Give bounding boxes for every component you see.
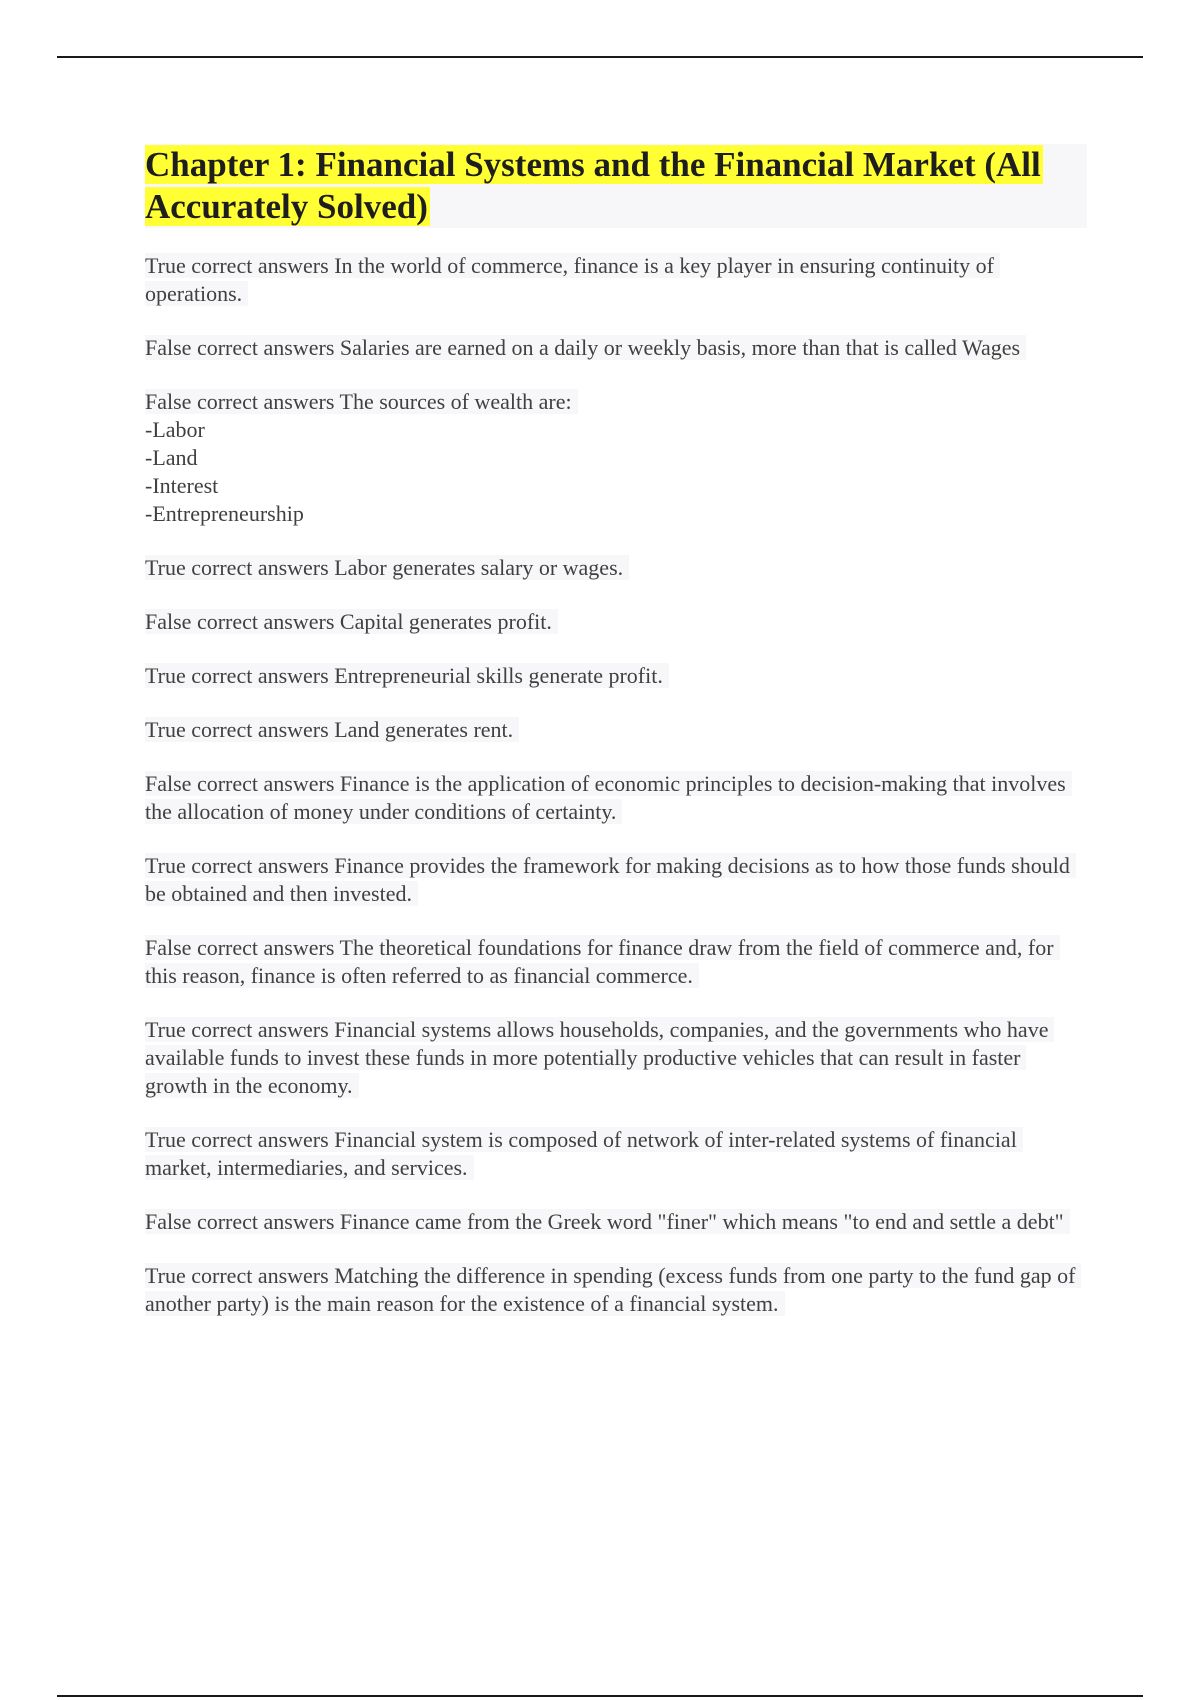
statement: The theoretical foundations for finance draw from the field of commerce and, for this reason, finance is often referred to as financial commerce. (145, 935, 1054, 988)
statement: Capital generates profit. (339, 609, 552, 634)
answer-label: correct answers (196, 771, 335, 796)
statement: Salaries are earned on a daily or weekly basis, more than that is called Wages (339, 335, 1021, 360)
qa-item-7 (145, 716, 1087, 744)
qa-item-8 (145, 770, 1087, 826)
statement: Matching the difference in spending (excess funds from one party to the fund gap of another party) is the main reason for the existence of a financial system. (145, 1263, 1076, 1316)
qa-item-3 (145, 388, 1087, 528)
qa-item-10 (145, 934, 1087, 990)
statement: Land generates rent. (334, 717, 514, 742)
answer: False (145, 771, 192, 796)
answer-label: correct answers (191, 555, 329, 580)
statement: The sources of wealth are: (339, 389, 572, 414)
list-item: -Land (145, 445, 198, 470)
list-item: -Interest (145, 473, 219, 498)
qa-item-14 (145, 1262, 1087, 1318)
answer: False (145, 335, 192, 360)
qa-item-11 (145, 1016, 1087, 1100)
answer-label: correct answers (191, 1127, 329, 1152)
statement: Finance provides the framework for making decisions as to how those funds should be obtained and then invested. (145, 853, 1070, 906)
answer-label: correct answers (191, 1263, 329, 1288)
answer: False (145, 935, 192, 960)
statement: Finance is the application of economic principles to decision-making that involves the allocation of money under conditions of certainty. (145, 771, 1066, 824)
answer: True (145, 717, 186, 742)
answer-label: correct answers (196, 609, 335, 634)
answer-label: correct answers (191, 253, 329, 278)
answer-label: correct answers (191, 717, 329, 742)
qa-item-2 (145, 334, 1087, 362)
qa-item-9 (145, 852, 1087, 908)
page-title (145, 144, 1087, 228)
answer: False (145, 1209, 192, 1234)
answer: True (145, 1127, 186, 1152)
bottom-rule (57, 1695, 1143, 1697)
statement: Financial systems allows households, companies, and the governments who have available funds to invest these funds in more potentially productive vehicles that can result in faster growth in the economy. (145, 1017, 1049, 1098)
qa-item-4 (145, 554, 1087, 582)
top-rule (57, 56, 1143, 58)
answer-label: correct answers (191, 853, 329, 878)
qa-item-6 (145, 662, 1087, 690)
answer: False (145, 609, 192, 634)
statement: Financial system is composed of network of inter-related systems of financial market, intermediaries, and services. (145, 1127, 1017, 1180)
answer-label: correct answers (196, 389, 335, 414)
answer-label: correct answers (196, 935, 335, 960)
answer: True (145, 1017, 186, 1042)
statement: In the world of commerce, finance is a key player in ensuring continuity of operations. (145, 253, 994, 306)
answer: True (145, 555, 186, 580)
answer: True (145, 663, 186, 688)
answer: False (145, 389, 192, 414)
qa-item-12 (145, 1126, 1087, 1182)
title-highlight: Chapter 1: Financial Systems and the Financial Market (All Accurately Solved) (145, 145, 1041, 226)
statement: Finance came from the Greek word "finer" which means "to end and settle a debt" (339, 1209, 1064, 1234)
answer: True (145, 1263, 186, 1288)
answer-label: correct answers (191, 1017, 329, 1042)
qa-item-1 (145, 252, 1087, 308)
answer-label: correct answers (191, 663, 329, 688)
answer: True (145, 253, 186, 278)
document-body (145, 144, 1087, 1344)
statement: Entrepreneurial skills generate profit. (334, 663, 663, 688)
list-item: -Labor (145, 417, 205, 442)
qa-item-5 (145, 608, 1087, 636)
statement: Labor generates salary or wages. (334, 555, 624, 580)
answer-label: correct answers (196, 335, 335, 360)
qa-item-13 (145, 1208, 1087, 1236)
title-block (145, 144, 1087, 228)
list-item: -Entrepreneurship (145, 501, 304, 526)
answer: True (145, 853, 186, 878)
answer-label: correct answers (196, 1209, 335, 1234)
